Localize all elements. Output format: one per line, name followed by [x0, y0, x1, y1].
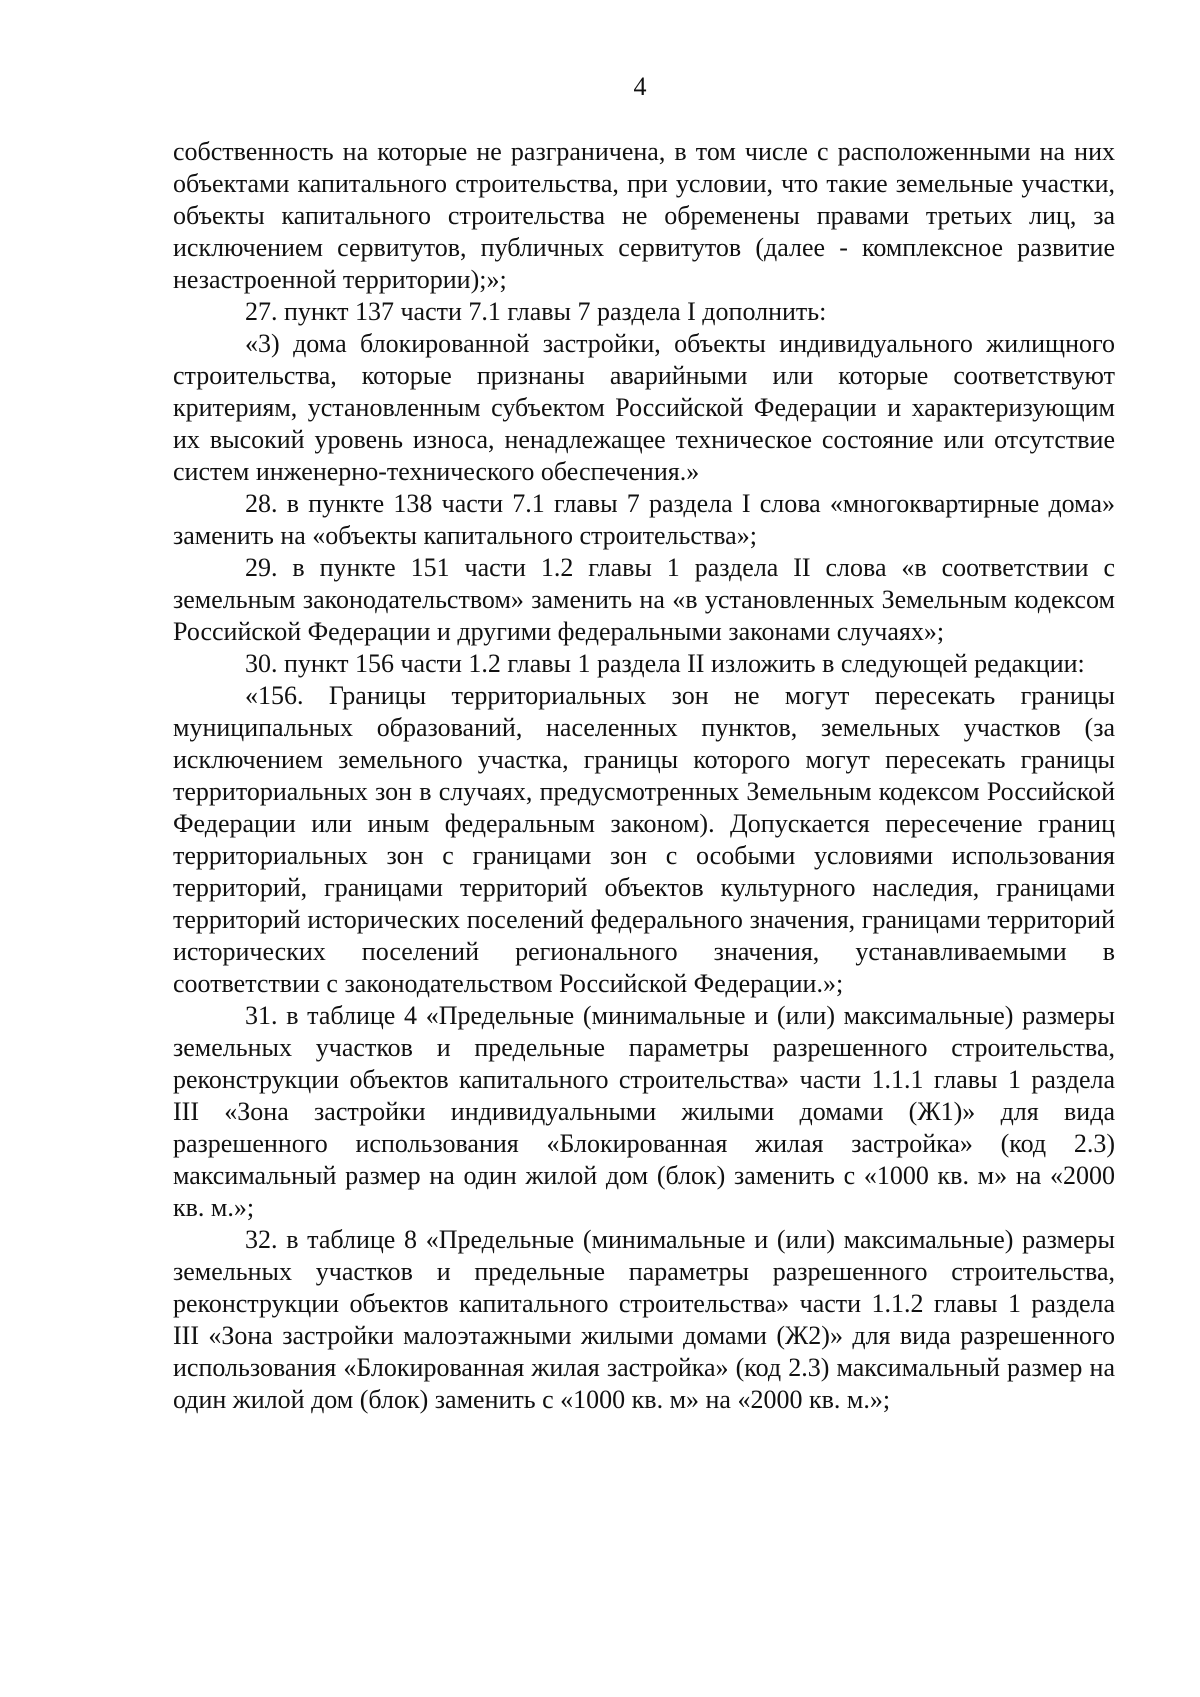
page-number: 4	[633, 72, 647, 101]
paragraph-item-29: 29. в пункте 151 части 1.2 главы 1 раздела II слова «в соответствии с земельным законодательством» заменить на «в установленных Земельным кодексом Российской Федерации и другими федеральными законами случаях»;	[173, 553, 1115, 646]
paragraph-item-27: 27. пункт 137 части 7.1 главы 7 раздела I дополнить:	[245, 297, 827, 326]
paragraph-item-31: 31. в таблице 4 «Предельные (минимальные и (или) максимальные) размеры земельных участков и предельные параметры разрешенного строительства, реконструкции объектов капитального строительства» части 1.1.1 главы 1 раздела III «Зона застройки индивидуальными жилыми домами (Ж1)» для вида разрешенного использования «Блокированная жилая застройка» (код 2.3) максимальный размер на один жилой дом (блок) заменить с «1000 кв. м» на «2000 кв. м.»;	[173, 1001, 1115, 1222]
paragraph-item-28: 28. в пункте 138 части 7.1 главы 7 раздела I слова «многоквартирные дома» заменить на «объекты капитального строительства»;	[173, 489, 1115, 550]
paragraph-item-27-quote: «3) дома блокированной застройки, объекты индивидуального жилищного строительства, которые признаны аварийными или которые соответствуют критериям, установленным субъектом Российской Федерации и характеризующим их высокий уровень износа, ненадлежащее техническое состояние или отсутствие систем инженерно-технического обеспечения.»	[173, 329, 1115, 486]
paragraph-item-30: 30. пункт 156 части 1.2 главы 1 раздела II изложить в следующей редакции:	[245, 649, 1085, 678]
paragraph-item-30-quote: «156. Границы территориальных зон не могут пересекать границы муниципальных образований, населенных пунктов, земельных участков (за исключением земельного участка, границы которого могут пересекать границы территориальных зон в случаях, предусмотренных Земельным кодексом Российской Федерации или иным федеральным законом). Допускается пересечение границ территориальных зон с границами зон с особыми условиями использования территорий, границами территорий объектов культурного наследия, границами территорий исторических поселений федерального значения, границами территорий исторических поселений регионального значения, устанавливаемыми в соответствии с законодательством Российской Федерации.»;	[173, 681, 1115, 998]
paragraph-continuation: собственность на которые не разграничена, в том числе с расположенными на них объектами капитального строительства, при условии, что такие земельные участки, объекты капитального строительства не обременены правами третьих лиц, за исключением сервитутов, публичных сервитутов (далее - комплексное развитие незастроенной территории);»;	[173, 137, 1115, 294]
document-body	[173, 136, 1115, 1416]
paragraph-item-32: 32. в таблице 8 «Предельные (минимальные и (или) максимальные) размеры земельных участков и предельные параметры разрешенного строительства, реконструкции объектов капитального строительства» части 1.1.2 главы 1 раздела III «Зона застройки малоэтажными жилыми домами (Ж2)» для вида разрешенного использования «Блокированная жилая застройка» (код 2.3) максимальный размер на один жилой дом (блок) заменить с «1000 кв. м» на «2000 кв. м.»;	[173, 1225, 1115, 1414]
